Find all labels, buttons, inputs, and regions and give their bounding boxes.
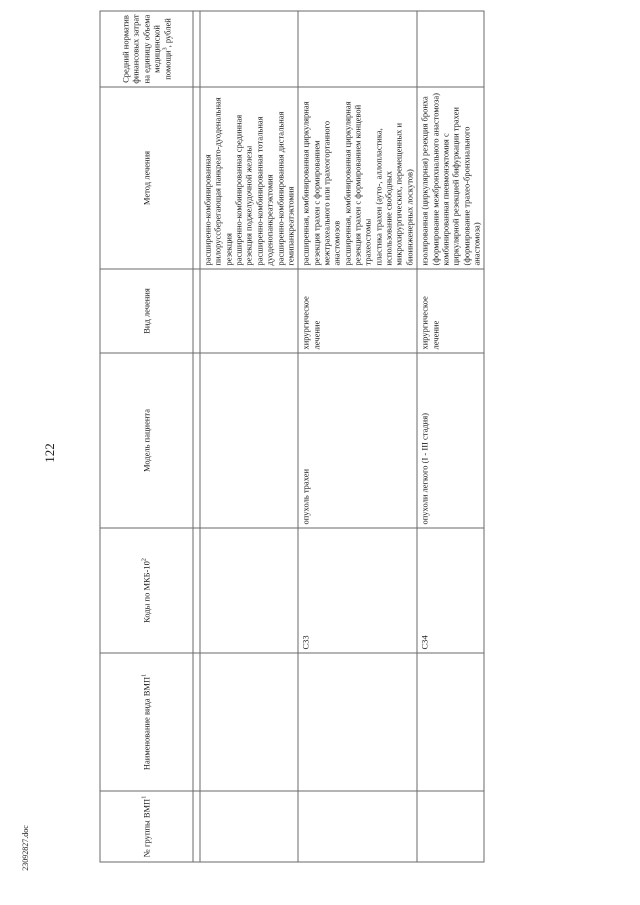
cell-name — [200, 653, 298, 791]
method-item: расширенная, комбинированная циркулярная резекция трахеи с формированием межтрахеального или трахеогортанного анастомозов — [300, 101, 342, 266]
method-item: расширенно-комбинированная пилоруссберегающая панкреато-дуоденальная резекция — [202, 97, 234, 266]
header-group: № группы ВМП$^1$ — [100, 791, 193, 862]
cell-code: C33 — [298, 528, 417, 653]
table-row-c34 — [417, 11, 484, 862]
cell-group — [200, 791, 298, 862]
cell-name — [298, 653, 417, 791]
cell-cost — [298, 11, 417, 87]
table-header-row — [100, 11, 193, 862]
method-item: расширенно-комбинированная дистальная гемипанкреатэктомия — [275, 111, 296, 266]
method-item: расширенно-комбинированная тотальная дуоденопанкреатэктомия — [254, 116, 275, 266]
cell-group — [417, 791, 484, 862]
cell-cost — [417, 11, 484, 87]
cell-code — [200, 528, 298, 653]
cell-type: хирургическое лечение — [417, 269, 484, 353]
table-row-c33 — [298, 11, 417, 862]
cell-code: C34 — [417, 528, 484, 653]
cell-method — [200, 87, 298, 269]
method-item: пластика трахеи (ауто-, аллопластика, использование свободных микрохирургических, перемещенных и биоинженерных лоскутов) — [373, 122, 415, 266]
header-cost: Средний норматив финансовых затрат на единицу объема медицинской помощи$^3$, рублей — [100, 11, 193, 87]
cell-method — [417, 87, 484, 269]
method-item: изолированная (циркулярная) резекция бронха (формирование межбронхиального анастомоза) — [419, 93, 441, 266]
rotated-table-container — [100, 12, 640, 863]
spacer-row — [193, 11, 200, 862]
cell-type — [200, 269, 298, 353]
cell-model — [200, 353, 298, 528]
method-item: комбинированная пневмонэктомия с циркулярной резекцией бифуркации трахеи (формирование трахео-бронхиального анастомоза) — [440, 107, 482, 266]
header-codes: Коды по МКБ-10$^2$ — [100, 528, 193, 653]
method-item: расширенная, комбинированная циркулярная резекция трахеи с формированием концевой трахеостомы — [342, 101, 373, 266]
cell-name — [417, 653, 484, 791]
header-name: Наименование вида ВМП$^1$ — [100, 653, 193, 791]
cell-model: опухоли легкого (I - III стадия) — [417, 353, 484, 528]
cell-method — [298, 87, 417, 269]
cell-type: хирургическое лечение — [298, 269, 417, 353]
method-item: расширенно-комбинированная срединная резекция поджелудочной железы — [233, 114, 254, 266]
cell-group — [298, 791, 417, 862]
cell-model: опухоль трахеи — [298, 353, 417, 528]
header-model: Модель пациента — [100, 353, 193, 528]
page-number: 122 — [42, 443, 57, 463]
treatment-table — [100, 11, 485, 863]
file-footer: 23092827.doc — [21, 825, 30, 871]
header-method: Метод лечения — [100, 87, 193, 269]
cell-cost — [200, 11, 298, 87]
header-type: Вид лечения — [100, 269, 193, 353]
table-row-continuation — [200, 11, 298, 862]
